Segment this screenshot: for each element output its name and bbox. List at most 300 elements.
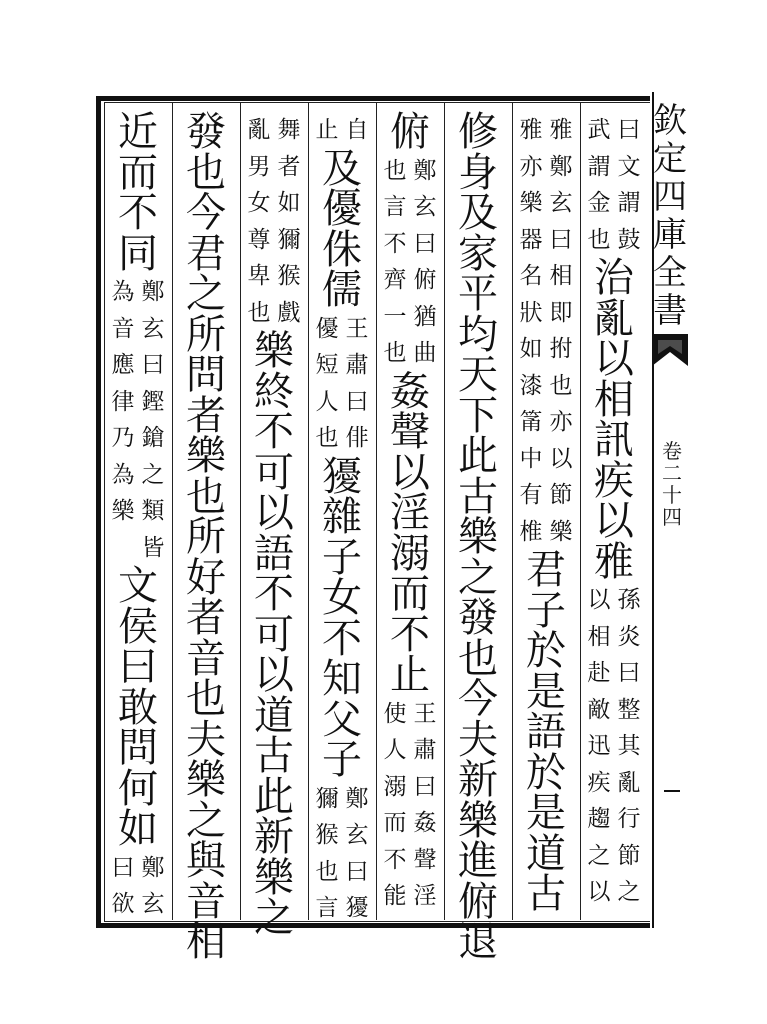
- commentary-left-line: [312, 311, 342, 457]
- commentary-note: [244, 112, 304, 331]
- main-char: 以: [594, 498, 634, 544]
- note-char: 曰: [345, 858, 369, 885]
- main-char: 者: [186, 392, 226, 439]
- note-char: 猴: [277, 263, 301, 289]
- note-char: 之: [141, 461, 165, 488]
- main-char: 問: [186, 352, 226, 398]
- note-char: 欲: [111, 891, 135, 917]
- note-char: 名: [519, 263, 543, 289]
- main-char: 新: [458, 757, 498, 803]
- commentary-right-line: [410, 153, 440, 372]
- main-char: 退: [458, 919, 498, 965]
- main-char: 女: [322, 575, 362, 621]
- commentary-right-line: [410, 696, 440, 915]
- note-char: 曰: [617, 117, 641, 143]
- main-char: 治: [594, 255, 634, 301]
- commentary-left-line: [380, 696, 410, 915]
- column-divider: [580, 102, 581, 920]
- main-char: 身: [458, 149, 498, 196]
- commentary-right-line: [342, 781, 372, 927]
- main-char: 今: [458, 676, 498, 722]
- note-char: 音: [111, 315, 135, 342]
- commentary-left-line: [108, 850, 138, 923]
- commentary-left-line: [312, 112, 342, 149]
- note-char: 曰: [617, 660, 641, 686]
- note-char: 曲: [413, 340, 437, 366]
- note-char: 獮: [277, 226, 301, 253]
- note-char: 肅: [345, 352, 369, 378]
- note-char: 類: [141, 498, 165, 524]
- note-char: 為: [111, 279, 135, 305]
- main-char: 修: [458, 109, 498, 155]
- main-char: 問: [118, 725, 158, 771]
- note-char: 鄭: [413, 157, 437, 184]
- note-char: 一: [383, 303, 407, 330]
- note-char: 武: [587, 117, 611, 143]
- note-char: 亂: [247, 117, 271, 143]
- margin-tick: [664, 790, 680, 792]
- note-char: 以: [587, 587, 611, 613]
- main-char: 如: [118, 806, 158, 852]
- main-char: 語: [254, 530, 294, 577]
- note-char: 狀: [519, 299, 543, 326]
- main-char: 音: [186, 635, 226, 682]
- commentary-left-line: [244, 112, 274, 331]
- note-char: 樂: [111, 498, 135, 524]
- main-char: 是: [526, 668, 566, 715]
- commentary-right-line: [342, 311, 372, 457]
- note-char: 卑: [247, 263, 271, 289]
- main-char: 家: [458, 230, 498, 277]
- main-char: 夫: [458, 716, 498, 763]
- commentary-left-line: [312, 781, 342, 927]
- commentary-note: [312, 112, 372, 149]
- note-char: 淫: [413, 883, 437, 909]
- column-divider: [240, 102, 241, 920]
- main-char: 此: [254, 773, 294, 820]
- note-char: 炎: [617, 623, 641, 650]
- main-char: 聲: [390, 409, 430, 455]
- note-char: 俯: [413, 267, 437, 293]
- main-char: 樂: [458, 514, 498, 560]
- main-text: [254, 328, 294, 941]
- main-char: 之: [458, 554, 498, 601]
- title-char: 四: [653, 177, 687, 217]
- title-char: 定: [653, 139, 687, 179]
- note-char: 以: [549, 445, 573, 472]
- note-char: 也: [549, 372, 573, 399]
- note-char: 金: [587, 190, 611, 216]
- note-char: 戲: [277, 299, 301, 326]
- note-char: 玄: [413, 194, 437, 220]
- note-char: 玄: [345, 822, 369, 848]
- main-char: 君: [186, 230, 226, 277]
- main-char: 平: [458, 271, 498, 317]
- column-divider: [308, 102, 309, 920]
- commentary-note: [108, 274, 168, 566]
- note-char: 能: [383, 883, 407, 909]
- note-char: 王: [413, 700, 437, 727]
- main-char: 音: [186, 878, 226, 925]
- main-text: [594, 255, 634, 585]
- main-char: 語: [526, 709, 566, 755]
- text-column: [106, 109, 170, 923]
- commentary-left-line: [584, 112, 614, 258]
- commentary-note: [312, 781, 372, 927]
- main-char: 而: [118, 149, 158, 196]
- main-char: 均: [458, 311, 498, 358]
- column-divider: [376, 102, 377, 920]
- main-char: 天: [458, 352, 498, 398]
- note-char: 曰: [549, 226, 573, 253]
- title-char: 全: [653, 253, 687, 293]
- note-char: 言: [315, 895, 339, 921]
- main-char: 發: [458, 595, 498, 641]
- note-char: 行: [617, 806, 641, 832]
- main-char: 也: [458, 635, 498, 682]
- column-divider: [172, 102, 173, 920]
- note-char: 律: [111, 388, 135, 415]
- main-text: [322, 145, 362, 313]
- note-char: 鎗: [141, 425, 165, 451]
- main-char: 知: [322, 656, 362, 702]
- main-char: 樂: [186, 757, 226, 803]
- main-char: 道: [254, 692, 294, 739]
- note-char: 也: [315, 425, 339, 451]
- note-char: 止: [315, 117, 339, 143]
- main-char: 及: [458, 190, 498, 236]
- main-char: 訊: [594, 417, 634, 463]
- main-char: 俯: [458, 878, 498, 925]
- main-text: [390, 368, 430, 698]
- main-char: 新: [254, 814, 294, 860]
- commentary-left-line: [584, 582, 614, 911]
- note-char: 言: [383, 194, 407, 220]
- note-char: 玄: [141, 891, 165, 917]
- main-char: 父: [322, 696, 362, 743]
- note-char: 獮: [315, 785, 339, 812]
- commentary-left-line: [108, 274, 138, 530]
- main-char: 優: [322, 186, 362, 232]
- commentary-right-line: [138, 850, 168, 923]
- main-char: 敢: [118, 684, 158, 731]
- commentary-right-line: [614, 582, 644, 911]
- note-char: 迅: [587, 733, 611, 759]
- main-char: 之: [186, 271, 226, 317]
- main-char: 姦: [390, 368, 430, 415]
- note-char: 也: [383, 340, 407, 366]
- note-char: 節: [617, 842, 641, 869]
- column-divider: [512, 102, 513, 920]
- note-char: 舞: [277, 117, 301, 143]
- note-char: 有: [519, 482, 543, 508]
- note-char: 文: [617, 153, 641, 180]
- commentary-right-line: [138, 274, 168, 566]
- main-char: 好: [186, 554, 226, 601]
- main-char: 相: [594, 376, 634, 423]
- juan-char: 卷: [662, 439, 682, 463]
- note-char: 疾: [587, 769, 611, 796]
- note-char: 鄭: [141, 279, 165, 305]
- main-char: 不: [254, 409, 294, 455]
- main-char: 道: [526, 830, 566, 877]
- commentary-note: [584, 582, 644, 911]
- text-column: [174, 109, 238, 965]
- main-char: 不: [118, 190, 158, 236]
- note-char: 之: [587, 842, 611, 869]
- note-char: 玄: [141, 315, 165, 342]
- main-char: 與: [186, 838, 226, 884]
- note-char: 俳: [345, 425, 369, 451]
- note-char: 溺: [383, 773, 407, 800]
- note-char: 皆: [141, 534, 165, 561]
- main-char: 是: [526, 790, 566, 836]
- title-char: 庫: [653, 215, 687, 255]
- main-char: 不: [390, 611, 430, 658]
- main-char: 之: [186, 797, 226, 844]
- commentary-note: [380, 153, 440, 372]
- main-char: 不: [322, 615, 362, 662]
- note-char: 亂: [617, 769, 641, 796]
- note-char: 敵: [587, 696, 611, 723]
- note-char: 自: [345, 117, 369, 143]
- main-char: 古: [458, 473, 498, 520]
- note-char: 之: [617, 879, 641, 905]
- main-char: 曰: [118, 644, 158, 690]
- main-char: 古: [526, 871, 566, 917]
- main-char: 子: [322, 737, 362, 783]
- column-divider: [444, 102, 445, 920]
- main-char: 俯: [390, 109, 430, 155]
- juan-char: 二: [662, 461, 682, 485]
- main-char: 同: [118, 230, 158, 277]
- note-char: 而: [383, 810, 407, 836]
- note-char: 男: [247, 153, 271, 180]
- book-title: [648, 102, 692, 330]
- note-char: 赴: [587, 660, 611, 686]
- main-char: 以: [594, 336, 634, 382]
- note-char: 應: [111, 352, 135, 378]
- note-char: 猴: [315, 822, 339, 848]
- main-text: [390, 109, 430, 155]
- text-column: [310, 112, 374, 927]
- note-char: 人: [383, 737, 407, 763]
- note-char: 筩: [519, 409, 543, 435]
- note-char: 雅: [549, 117, 573, 143]
- note-char: 不: [383, 230, 407, 257]
- main-char: 及: [322, 145, 362, 192]
- main-char: 止: [390, 652, 430, 698]
- commentary-note: [584, 112, 644, 258]
- note-char: 如: [277, 190, 301, 216]
- note-char: 曰: [413, 230, 437, 257]
- main-text: [458, 109, 498, 965]
- note-char: 也: [247, 299, 271, 326]
- main-char: 相: [186, 919, 226, 965]
- note-char: 不: [383, 846, 407, 873]
- note-char: 鏗: [141, 388, 165, 415]
- note-char: 以: [587, 879, 611, 905]
- main-char: 侯: [118, 603, 158, 650]
- note-char: 使: [383, 700, 407, 727]
- text-column: [378, 109, 442, 915]
- main-char: 以: [390, 449, 430, 496]
- main-char: 進: [458, 838, 498, 884]
- note-char: 中: [519, 445, 543, 472]
- main-char: 何: [118, 765, 158, 812]
- main-char: 雜: [322, 494, 362, 540]
- title-char: 欽: [653, 101, 687, 141]
- main-text: [322, 453, 362, 783]
- note-char: 節: [549, 482, 573, 508]
- note-char: 鼓: [617, 226, 641, 253]
- commentary-note: [516, 112, 576, 550]
- note-char: 樂: [549, 518, 573, 545]
- note-char: 者: [277, 153, 301, 180]
- main-char: 此: [458, 433, 498, 479]
- main-char: 樂: [254, 328, 294, 374]
- main-char: 亂: [594, 295, 634, 342]
- note-char: 曰: [111, 854, 135, 881]
- note-char: 尊: [247, 226, 271, 253]
- note-char: 短: [315, 352, 339, 378]
- note-char: 如: [519, 336, 543, 362]
- note-char: 鄭: [141, 854, 165, 881]
- note-char: 雅: [519, 117, 543, 143]
- commentary-left-line: [516, 112, 546, 550]
- note-char: 亦: [519, 153, 543, 180]
- main-char: 也: [186, 149, 226, 196]
- note-char: 曰: [413, 773, 437, 800]
- note-char: 孫: [617, 587, 641, 613]
- main-text: [118, 109, 158, 277]
- main-text: [186, 109, 226, 965]
- title-char: 書: [653, 291, 687, 331]
- main-char: 今: [186, 190, 226, 236]
- main-char: 於: [526, 749, 566, 796]
- note-char: 曰: [345, 388, 369, 415]
- main-char: 不: [254, 571, 294, 617]
- note-char: 其: [617, 733, 641, 759]
- note-char: 謂: [617, 190, 641, 216]
- note-char: 齊: [383, 267, 407, 293]
- commentary-right-line: [342, 112, 372, 149]
- main-char: 所: [186, 311, 226, 358]
- juan-char: 四: [662, 505, 682, 529]
- note-char: 曰: [141, 352, 165, 378]
- note-char: 女: [247, 190, 271, 216]
- note-char: 玄: [549, 190, 573, 216]
- main-char: 雅: [594, 538, 634, 585]
- note-char: 漆: [519, 372, 543, 399]
- note-char: 猶: [413, 303, 437, 330]
- note-char: 即: [549, 299, 573, 326]
- text-column: [446, 109, 510, 965]
- main-char: 終: [254, 368, 294, 415]
- main-char: 之: [254, 895, 294, 941]
- main-char: 樂: [186, 433, 226, 479]
- main-char: 以: [254, 490, 294, 536]
- main-char: 君: [526, 547, 566, 593]
- note-char: 乃: [111, 425, 135, 451]
- main-char: 獶: [322, 453, 362, 500]
- note-char: 整: [617, 696, 641, 723]
- main-char: 以: [254, 652, 294, 698]
- commentary-note: [312, 311, 372, 457]
- main-char: 文: [118, 563, 158, 609]
- note-char: 樂: [519, 190, 543, 216]
- commentary-right-line: [614, 112, 644, 258]
- note-char: 鄭: [549, 153, 573, 180]
- note-char: 聲: [413, 846, 437, 873]
- note-char: 肅: [413, 737, 437, 763]
- note-char: 器: [519, 226, 543, 253]
- commentary-note: [108, 850, 168, 923]
- main-char: 子: [322, 534, 362, 581]
- text-column: [514, 112, 578, 915]
- fish-tail-mark-icon: [650, 330, 690, 370]
- main-char: 疾: [594, 457, 634, 504]
- main-char: 於: [526, 628, 566, 674]
- main-char: 可: [254, 449, 294, 496]
- note-char: 趨: [587, 806, 611, 832]
- main-char: 古: [254, 733, 294, 779]
- note-char: 也: [315, 858, 339, 885]
- commentary-right-line: [546, 112, 576, 550]
- note-char: 也: [587, 226, 611, 253]
- main-char: 儒: [322, 267, 362, 313]
- main-char: 也: [186, 473, 226, 520]
- text-column: [582, 112, 646, 911]
- main-char: 淫: [390, 490, 430, 536]
- main-char: 而: [390, 571, 430, 617]
- commentary-right-line: [274, 112, 304, 331]
- note-char: 為: [111, 461, 135, 488]
- juan-char: 十: [662, 483, 682, 507]
- main-char: 侏: [322, 226, 362, 273]
- main-text: [118, 563, 158, 852]
- main-char: 者: [186, 595, 226, 641]
- main-char: 可: [254, 611, 294, 658]
- note-char: 謂: [587, 153, 611, 180]
- main-char: 所: [186, 514, 226, 560]
- note-char: 椎: [519, 518, 543, 545]
- main-char: 近: [118, 109, 158, 155]
- note-char: 相: [549, 263, 573, 289]
- note-char: 相: [587, 623, 611, 650]
- note-char: 優: [315, 315, 339, 342]
- main-char: 溺: [390, 530, 430, 577]
- commentary-left-line: [380, 153, 410, 372]
- note-char: 姦: [413, 810, 437, 836]
- note-char: 鄭: [345, 785, 369, 812]
- juan-label: [660, 440, 684, 528]
- note-char: 獶: [345, 895, 369, 921]
- main-char: 子: [526, 587, 566, 634]
- commentary-note: [380, 696, 440, 915]
- note-char: 拊: [549, 336, 573, 362]
- main-char: 樂: [458, 797, 498, 844]
- note-char: 亦: [549, 409, 573, 435]
- main-char: 發: [186, 109, 226, 155]
- main-char: 下: [458, 392, 498, 439]
- text-column: [242, 112, 306, 939]
- note-char: 人: [315, 388, 339, 415]
- note-char: 也: [383, 157, 407, 184]
- main-char: 樂: [254, 854, 294, 901]
- note-char: 王: [345, 315, 369, 342]
- main-char: 也: [186, 676, 226, 722]
